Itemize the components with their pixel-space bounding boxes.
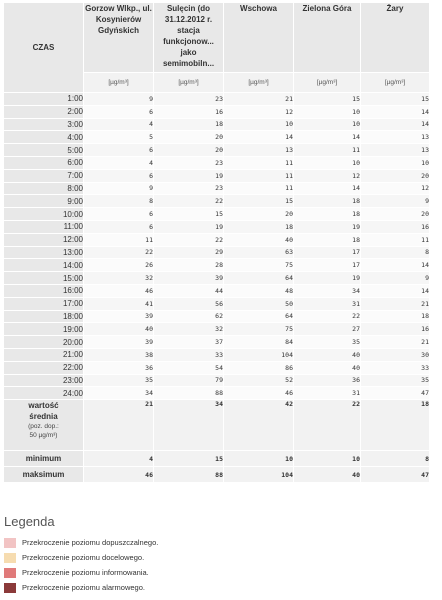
minimum-label: minimum [4,451,84,467]
hour-label: 5:00 [4,144,84,157]
measurement-cell: 37 [154,336,224,349]
measurement-cell: 88 [154,387,224,400]
measurement-cell: 18 [294,233,361,246]
legend-item [4,566,434,579]
measurement-cell: 50 [224,297,294,310]
measurement-cell: 17 [294,259,361,272]
measurement-cell: 8 [361,246,430,259]
hour-label: 13:00 [4,246,84,259]
measurement-cell: 33 [154,348,224,361]
measurement-cell: 19 [154,169,224,182]
measurement-cell: 27 [294,323,361,336]
maximum-label: maksimum [4,467,84,483]
measurement-cell: 63 [224,246,294,259]
hour-label: 7:00 [4,169,84,182]
measurement-cell: 19 [294,272,361,285]
table-row [4,144,430,157]
measurement-cell: 32 [84,272,154,285]
minimum-value: 10 [224,451,294,467]
average-value: 21 [84,400,154,451]
measurement-cell: 6 [84,144,154,157]
hour-label: 17:00 [4,297,84,310]
minimum-value: 4 [84,451,154,467]
measurement-cell: 28 [154,259,224,272]
measurement-cell: 13 [224,144,294,157]
measurement-cell: 34 [294,284,361,297]
measurement-cell: 23 [154,93,224,106]
unit-label: [µg/m³] [294,73,361,93]
measurement-cell: 16 [361,323,430,336]
measurement-cell: 31 [294,297,361,310]
minimum-value: 8 [361,451,430,467]
hour-label: 21:00 [4,348,84,361]
average-value: 34 [154,400,224,451]
measurement-cell: 21 [224,93,294,106]
measurement-cell: 22 [154,233,224,246]
average-value: 18 [361,400,430,451]
measurement-cell: 14 [361,259,430,272]
measurement-cell: 75 [224,323,294,336]
unit-label: [µg/m³] [84,73,154,93]
measurement-cell: 14 [361,105,430,118]
minimum-row [4,451,430,467]
measurement-cell: 6 [84,220,154,233]
measurement-cell: 10 [294,118,361,131]
measurement-cell: 14 [294,182,361,195]
table-row [4,297,430,310]
measurement-cell: 40 [224,233,294,246]
measurement-cell: 36 [294,374,361,387]
measurement-cell: 10 [294,156,361,169]
measurement-cell: 20 [361,169,430,182]
measurement-cell: 41 [84,297,154,310]
measurement-cell: 44 [154,284,224,297]
measurement-cell: 12 [224,105,294,118]
legend-item [4,551,434,564]
table-row [4,374,430,387]
measurement-cell: 13 [361,131,430,144]
hour-label: 15:00 [4,272,84,285]
hour-label: 20:00 [4,336,84,349]
hour-label: 4:00 [4,131,84,144]
average-label-line1: wartość [28,401,59,411]
measurement-cell: 22 [154,195,224,208]
measurement-cell: 35 [84,374,154,387]
maximum-value: 104 [224,467,294,483]
measurement-cell: 17 [294,246,361,259]
hour-label: 3:00 [4,118,84,131]
measurement-cell: 16 [361,220,430,233]
hour-label: 12:00 [4,233,84,246]
legend-items [4,536,434,594]
legend-label: Przekroczenie poziomu informowania. [22,568,149,577]
table-body [4,93,430,400]
measurement-cell: 32 [154,323,224,336]
measurement-cell: 23 [154,156,224,169]
table-row [4,323,430,336]
measurement-cell: 40 [84,323,154,336]
table-row [4,131,430,144]
measurement-cell: 14 [294,131,361,144]
measurement-cell: 20 [361,208,430,221]
hour-label: 18:00 [4,310,84,323]
hour-label: 2:00 [4,105,84,118]
measurement-cell: 20 [154,131,224,144]
average-sub-label: (poz. dop.: [28,423,59,431]
table-row [4,182,430,195]
measurement-cell: 36 [84,361,154,374]
table-row [4,169,430,182]
table-row [4,336,430,349]
measurement-cell: 40 [294,361,361,374]
measurement-cell: 30 [361,348,430,361]
table-row [4,310,430,323]
measurement-cell: 21 [361,336,430,349]
measurement-cell: 14 [361,118,430,131]
hour-label: 1:00 [4,93,84,106]
measurement-cell: 10 [294,105,361,118]
measurement-cell: 104 [224,348,294,361]
measurement-cell: 46 [224,387,294,400]
unit-label: [µg/m³] [224,73,294,93]
legend-label: Przekroczenie poziomu alarmowego. [22,583,145,592]
table-row [4,387,430,400]
maximum-value: 40 [294,467,361,483]
legend-swatch [4,583,16,593]
measurement-cell: 12 [294,169,361,182]
column-header-gorzow[interactable]: Gorzow Wlkp., ul. Kosynierów Gdyńskich [84,3,154,73]
measurement-cell: 15 [361,93,430,106]
measurement-cell: 18 [154,118,224,131]
measurement-cell: 18 [224,220,294,233]
measurement-cell: 86 [224,361,294,374]
table-row [4,361,430,374]
minimum-value: 15 [154,451,224,467]
maximum-value: 88 [154,467,224,483]
measurement-cell: 6 [84,169,154,182]
measurement-cell: 16 [154,105,224,118]
measurement-cell: 15 [294,93,361,106]
measurement-cell: 46 [84,284,154,297]
measurement-cell: 48 [224,284,294,297]
measurement-cell: 19 [294,220,361,233]
measurement-cell: 9 [361,195,430,208]
measurement-cell: 22 [294,310,361,323]
measurement-cell: 11 [361,233,430,246]
measurement-cell: 11 [294,144,361,157]
measurement-cell: 35 [361,374,430,387]
header-row [4,3,430,73]
measurement-cell: 11 [224,169,294,182]
table-row [4,246,430,259]
measurement-cell: 34 [84,387,154,400]
unit-label: [µg/m³] [154,73,224,93]
unit-label: [µg/m³] [361,73,430,93]
measurement-cell: 54 [154,361,224,374]
measurement-cell: 11 [84,233,154,246]
table-row [4,93,430,106]
table-row [4,118,430,131]
table-row [4,259,430,272]
legend-label: Przekroczenie poziomu dopuszczalnego. [22,538,159,547]
measurement-cell: 33 [361,361,430,374]
measurement-cell: 12 [361,182,430,195]
measurement-cell: 9 [361,272,430,285]
measurement-cell: 14 [224,131,294,144]
maximum-value: 47 [361,467,430,483]
measurement-cell: 35 [294,336,361,349]
table-row [4,208,430,221]
measurement-cell: 6 [84,105,154,118]
measurement-cell: 18 [361,310,430,323]
measurement-cell: 6 [84,208,154,221]
minimum-value: 10 [294,451,361,467]
measurement-cell: 79 [154,374,224,387]
average-value: 42 [224,400,294,451]
legend-swatch [4,568,16,578]
measurement-cell: 20 [154,144,224,157]
hour-label: 14:00 [4,259,84,272]
measurement-cell: 64 [224,272,294,285]
measurement-cell: 4 [84,156,154,169]
legend-swatch [4,553,16,563]
table-row [4,233,430,246]
hour-label: 22:00 [4,361,84,374]
table-row [4,348,430,361]
measurement-cell: 11 [224,182,294,195]
column-header-zary[interactable]: Żary [361,3,430,73]
average-label-line2: średnia [29,412,58,422]
measurement-cell: 19 [154,220,224,233]
measurement-cell: 22 [84,246,154,259]
table-row [4,220,430,233]
hour-label: 23:00 [4,374,84,387]
measurement-cell: 31 [294,387,361,400]
measurement-cell: 26 [84,259,154,272]
measurement-cell: 9 [84,182,154,195]
average-sub-label-2: 50 µg/m³) [29,432,58,440]
measurement-cell: 20 [224,208,294,221]
maximum-row [4,467,430,483]
measurement-cell: 18 [294,195,361,208]
measurement-cell: 9 [84,93,154,106]
hour-label: 10:00 [4,208,84,221]
measurement-cell: 84 [224,336,294,349]
measurement-cell: 15 [224,195,294,208]
measurement-cell: 62 [154,310,224,323]
table-row [4,272,430,285]
measurement-cell: 10 [224,118,294,131]
measurement-cell: 10 [361,156,430,169]
measurement-cell: 29 [154,246,224,259]
average-value: 22 [294,400,361,451]
hour-label: 9:00 [4,195,84,208]
table-row [4,284,430,297]
measurement-cell: 15 [154,208,224,221]
measurement-cell: 39 [84,310,154,323]
measurement-cell: 40 [294,348,361,361]
measurement-cell: 56 [154,297,224,310]
measurement-cell: 14 [361,284,430,297]
measurement-cell: 8 [84,195,154,208]
hour-label: 11:00 [4,220,84,233]
measurements-table [3,2,430,483]
legend [4,514,434,596]
legend-label: Przekroczenie poziomu docelowego. [22,553,145,562]
measurement-cell: 38 [84,348,154,361]
average-row [4,400,430,451]
table-row [4,156,430,169]
measurement-cell: 11 [224,156,294,169]
measurement-cell: 23 [154,182,224,195]
measurement-cell: 13 [361,144,430,157]
hour-label: 8:00 [4,182,84,195]
measurement-cell: 52 [224,374,294,387]
average-label [4,400,84,451]
legend-item [4,536,434,549]
column-header-zielona-gora[interactable]: Zielona Góra [294,3,361,73]
hour-label: 24:00 [4,387,84,400]
column-header-sulecin[interactable]: Sulęcin (do 31.12.2012 r. stacja funkcjonow... jako semimobiln... [154,3,224,73]
hour-label: 19:00 [4,323,84,336]
measurement-cell: 4 [84,118,154,131]
measurement-cell: 39 [84,336,154,349]
czas-header: CZAS [4,3,84,93]
measurement-cell: 21 [361,297,430,310]
hour-label: 6:00 [4,156,84,169]
legend-title: Legenda [4,514,55,529]
legend-swatch [4,538,16,548]
column-header-wschowa[interactable]: Wschowa [224,3,294,73]
measurement-cell: 5 [84,131,154,144]
measurement-cell: 18 [294,208,361,221]
measurement-cell: 64 [224,310,294,323]
maximum-value: 46 [84,467,154,483]
measurement-cell: 39 [154,272,224,285]
table-row [4,195,430,208]
table-row [4,105,430,118]
measurement-cell: 47 [361,387,430,400]
measurement-cell: 75 [224,259,294,272]
legend-item [4,581,434,594]
hour-label: 16:00 [4,284,84,297]
